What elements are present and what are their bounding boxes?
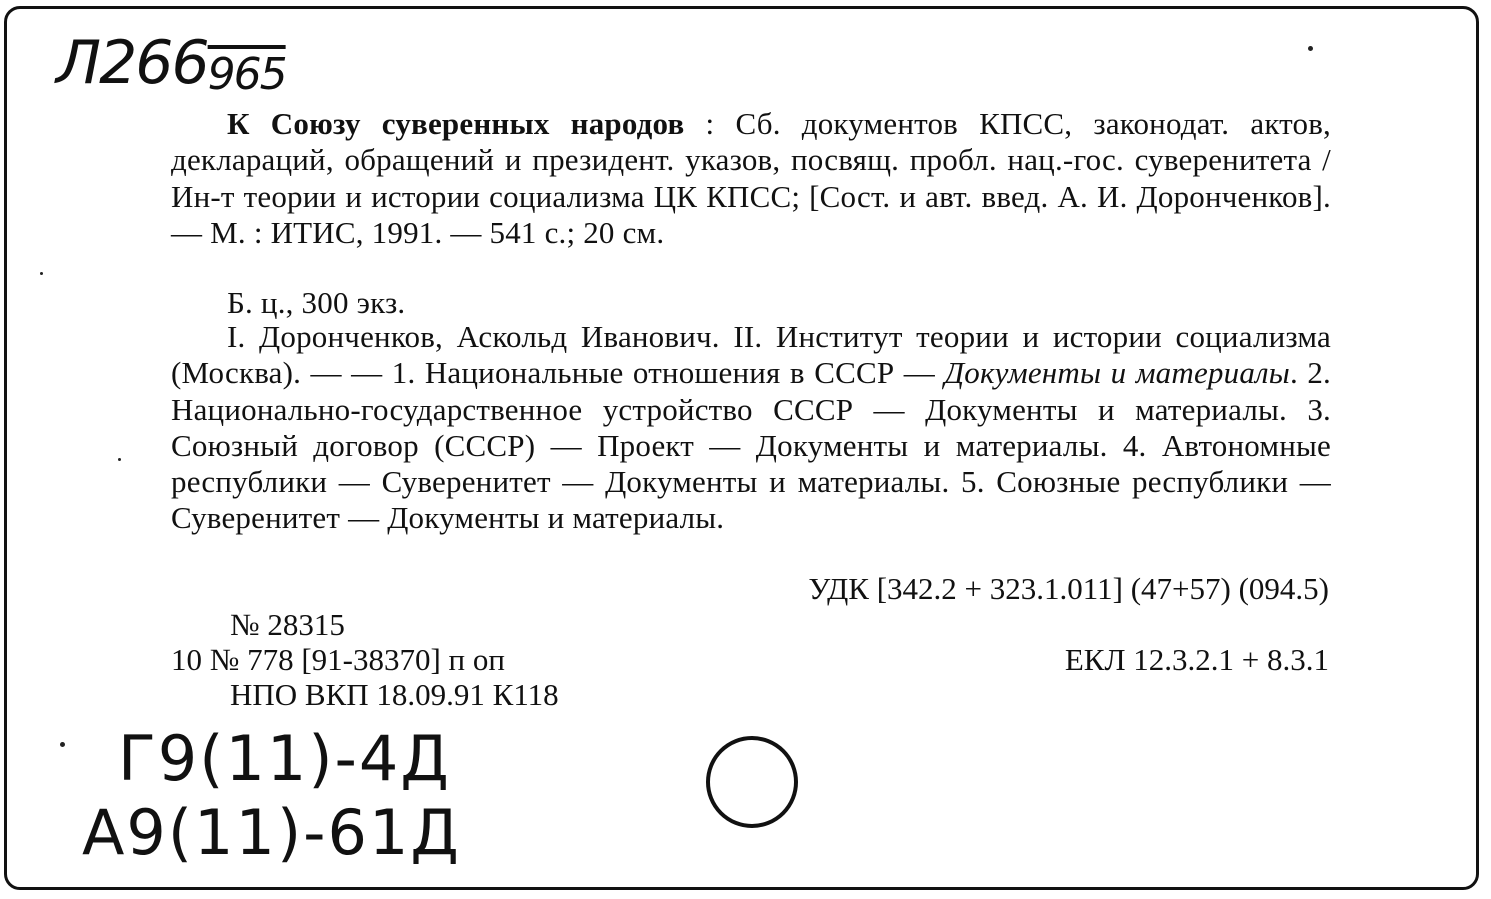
index-part3: . 2. Национально-государственное устройство СССР — Документы и материалы. 3. Союзный договор (СССР) — Проект — Документы и материалы. 4. Автономные республики — Суверенитет — Документы и материалы. 5. Союзные республики — Суверенитет — Документы и материалы.: [171, 355, 1331, 536]
ekl-line: ЕКЛ 12.3.2.1 + 8.3.1: [1064, 642, 1329, 677]
shelfmark-sup: 965: [207, 49, 286, 100]
handwritten-code-2-main: А9(11)-61: [82, 796, 411, 869]
handwritten-code-2-suffix: Д: [410, 796, 461, 869]
title-rest: : Сб. документов КПСС, законодат. актов, деклараций, обращений и президент. указов, посвящ. пробл. нац.-гос. суверенитета / Ин-т теории и истории социализма ЦК КПСС; [Сост. и авт. введ. А. И. Доронченков]. — М. : ИТИС, 1991. — 541 с.; 20 см.: [171, 106, 1332, 250]
title-paragraph: [171, 106, 1331, 251]
shelfmark-main: Л266: [56, 28, 208, 98]
record-number: № 28315: [230, 607, 345, 642]
speck-dot: [1308, 46, 1313, 51]
handwritten-code-1: [118, 722, 451, 795]
handwritten-code-1-main: Г9(11)-4: [118, 722, 401, 795]
speck-dot: [40, 272, 43, 275]
index-part2: Документы и материалы: [944, 355, 1290, 391]
circle-stamp-icon: [706, 736, 798, 828]
udc-line: УДК [342.2 + 323.1.011] (47+57) (094.5): [808, 571, 1329, 606]
shelfmark-handwritten: [56, 28, 286, 98]
handwritten-code-1-suffix: Д: [400, 722, 451, 795]
title-heading: К Союзу суверенных народов: [227, 106, 685, 141]
price-paragraph: [171, 285, 1331, 321]
npo-line: НПО ВКП 18.09.91 К118: [230, 677, 559, 712]
order-line: 10 № 778 [91-38370] п оп: [171, 642, 505, 677]
speck-dot: [118, 458, 121, 461]
price-line: Б. ц., 300 экз.: [227, 285, 406, 320]
index-part1: I. Доронченков, Аскольд Иванович. II. Институт теории и истории социализма (Москва). — — 1. Национальные отношения в СССР —: [171, 319, 1331, 391]
index-paragraph: [171, 319, 1331, 537]
handwritten-code-2: [82, 796, 461, 869]
speck-dot: [60, 742, 65, 747]
